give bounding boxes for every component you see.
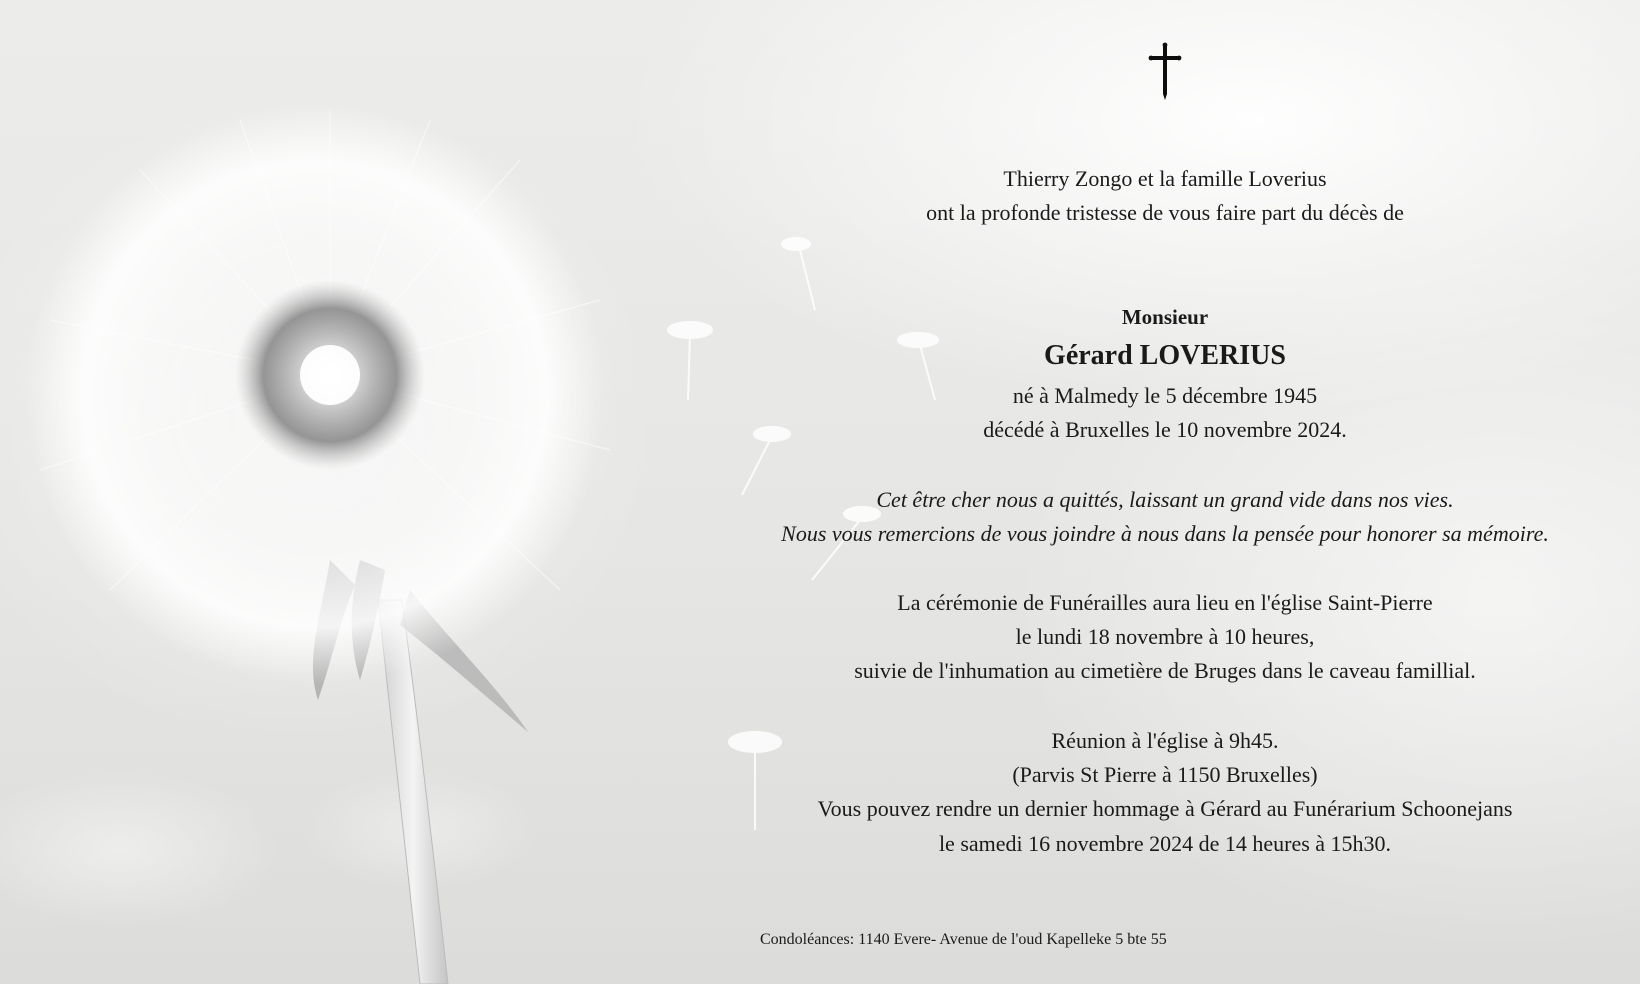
intro-line-1: Thierry Zongo et la famille Loverius xyxy=(1003,166,1327,191)
death-line: décédé à Bruxelles le 10 novembre 2024. xyxy=(983,417,1347,442)
message-line-1: Cet être cher nous a quittés, laissant un grand vide dans nos vies. xyxy=(876,487,1454,512)
message-line-2: Nous vous remercions de vous joindre à nous dans la pensée pour honorer sa mémoire. xyxy=(781,521,1549,546)
condolences-address: Condoléances: 1140 Evere- Avenue de l'oud Kapelleke 5 bte 55 xyxy=(760,931,1167,948)
meeting-line-2: (Parvis St Pierre à 1150 Bruxelles) xyxy=(1012,762,1318,787)
deceased-name: Gérard LOVERIUS xyxy=(1044,340,1286,371)
birth-line: né à Malmedy le 5 décembre 1945 xyxy=(1012,383,1318,408)
meeting-line-4: le samedi 16 novembre 2024 de 14 heures à 15h30. xyxy=(938,831,1392,856)
ceremony-line-2: le lundi 18 novembre à 10 heures, xyxy=(1015,624,1315,649)
ceremony-line-1: La cérémonie de Funérailles aura lieu en l'église Saint-Pierre xyxy=(897,590,1433,615)
cross-icon xyxy=(1147,42,1183,102)
ceremony-line-3: suivie de l'inhumation au cimetière de Bruges dans le caveau famillial. xyxy=(854,658,1476,683)
deceased-title: Monsieur xyxy=(1121,305,1209,329)
meeting-line-1: Réunion à l'église à 9h45. xyxy=(1051,728,1279,753)
intro-line-2: ont la profonde tristesse de vous faire part du décès de xyxy=(926,200,1404,225)
meeting-line-3: Vous pouvez rendre un dernier hommage à Gérard au Funérarium Schoonejans xyxy=(817,796,1513,821)
announcement-text xyxy=(740,0,1590,984)
